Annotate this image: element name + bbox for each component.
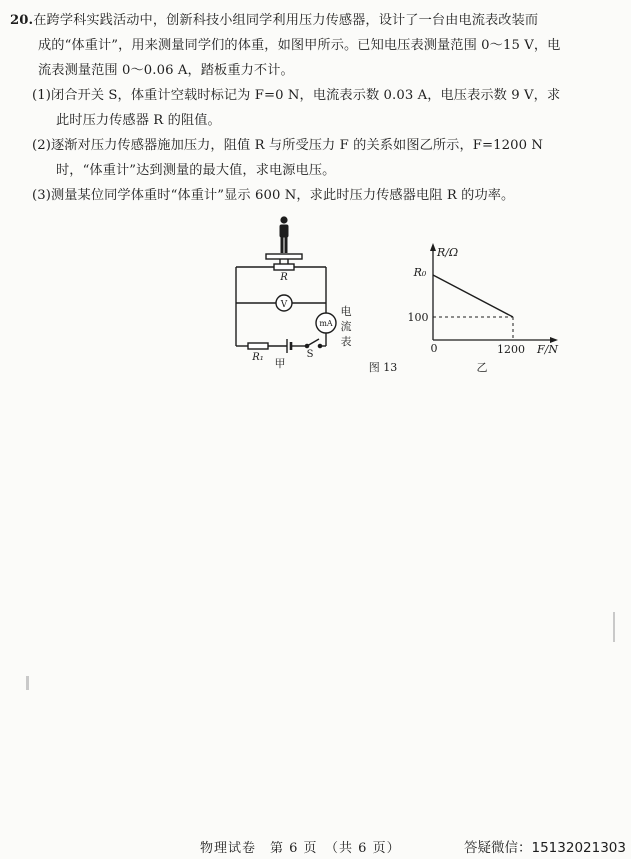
resistor-r1	[248, 343, 268, 349]
x-tick-1200: 1200	[497, 343, 525, 356]
part-3-line-1: (3)测量某位同学体重时“体重计”显示 600 N，求此时压力传感器电阻 R 的功率。	[32, 188, 515, 203]
label-meter-3: 表	[340, 335, 352, 348]
pressure-sensor-resistor	[274, 264, 294, 270]
switch-s	[307, 339, 319, 346]
contact-info: 答疑微信：15132021303	[464, 840, 626, 856]
x-axis-label: F/N	[537, 343, 558, 356]
scan-mark	[613, 612, 615, 642]
caption-jia: 甲	[274, 357, 286, 370]
figure-number: 图 13	[368, 361, 398, 374]
part-1-line-2: 此时压力传感器 R 的阻值。	[56, 113, 221, 128]
scale-platform	[266, 254, 302, 259]
label-r: R	[280, 272, 288, 283]
part-2-line-2: 时，“体重计”达到测量的最大值，求电源电压。	[56, 163, 336, 178]
label-ma: mA	[319, 319, 333, 328]
scan-mark	[26, 676, 29, 690]
figure-13	[0, 210, 631, 380]
caption-yi: 乙	[476, 361, 488, 374]
circuit-diagram	[236, 216, 336, 353]
intro-line-2: 成的“体重计”，用来测量同学们的体重，如图甲所示。已知电压表测量范围 0～15 V，电	[38, 38, 561, 53]
series-line	[433, 275, 513, 317]
page-footer: 物理试卷 第 6 页 （共 6 页）	[200, 841, 401, 856]
label-r1: R₁	[252, 352, 264, 363]
person-icon	[280, 216, 289, 253]
part-1-line-1: (1)闭合开关 S，体重计空载时标记为 F=0 N，电流表示数 0.03 A，电压表示数 9 V，求	[32, 88, 561, 103]
question-20	[10, 8, 610, 208]
label-v: V	[280, 300, 288, 310]
question-intro	[10, 8, 610, 33]
label-meter-1: 电	[340, 305, 352, 318]
label-meter-2: 流	[340, 320, 352, 333]
y-tick-r0: R₀	[413, 266, 427, 279]
intro-line-3: 流表测量范围 0～0.06 A，踏板重力不计。	[38, 63, 294, 78]
y-tick-100: 100	[407, 311, 429, 324]
label-s: S	[306, 349, 314, 360]
part-2-line-1: (2)逐渐对压力传感器施加压力，阻值 R 与所受压力 F 的关系如图乙所示，F=1200 N	[32, 138, 544, 153]
origin-label: 0	[430, 342, 438, 355]
intro-line-1: 在跨学科实践活动中，创新科技小组同学利用压力传感器，设计了一台由电流表改装而	[33, 13, 539, 28]
y-axis-arrow	[430, 243, 436, 251]
y-axis-label: R/Ω	[437, 246, 459, 259]
question-number: 20.	[10, 13, 34, 28]
